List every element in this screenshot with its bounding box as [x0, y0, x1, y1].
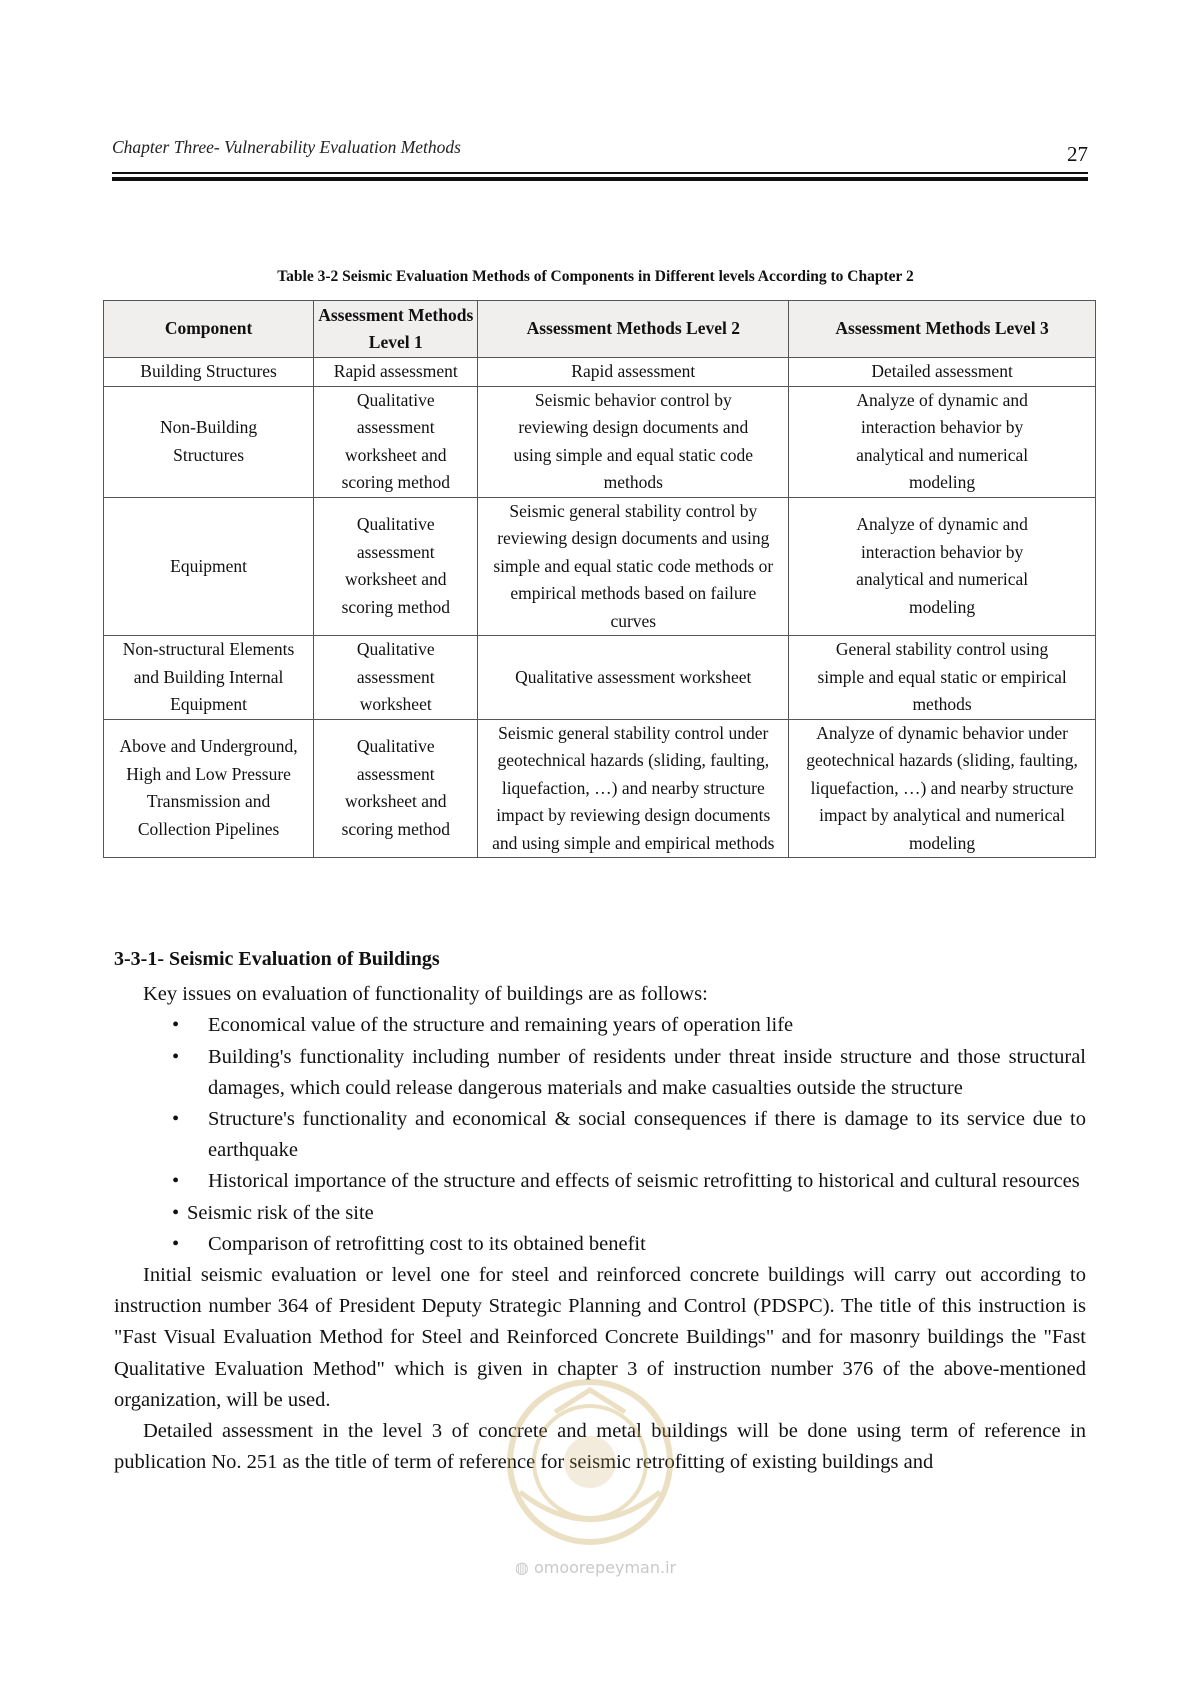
- table-cell: Seismic general stability control by reviewing design documents and using simple and equal static code methods or empirical methods based on failure curves: [478, 497, 789, 636]
- header-rule-thick: [112, 177, 1088, 181]
- header-level-3: Assessment Methods Level 3: [789, 301, 1096, 358]
- watermark-site: [0, 1558, 1191, 1577]
- table-row: [104, 719, 1096, 858]
- bullet-icon: •: [172, 1014, 180, 1037]
- bullet-icon: •: [172, 1232, 180, 1255]
- header-component: Component: [104, 301, 314, 358]
- table-cell: Rapid assessment: [314, 358, 478, 387]
- table-cell: Analyze of dynamic behavior under geotechnical hazards (sliding, faulting, liquefaction, …) and nearby structure impact by analytical and numerical modeling: [789, 719, 1096, 858]
- list-item-text: Historical importance of the structure and effects of seismic retrofitting to historical and cultural resources: [208, 1170, 1080, 1193]
- bullet-icon: •: [172, 1201, 180, 1224]
- table-cell: Non-structural Elements and Building Internal Equipment: [104, 636, 314, 720]
- table-cell: Building Structures: [104, 358, 314, 387]
- list-item: [114, 1198, 1086, 1229]
- list-item-text: Seismic risk of the site: [187, 1201, 374, 1224]
- bullet-icon: •: [172, 1170, 180, 1193]
- list-item: [114, 1229, 1086, 1260]
- evaluation-methods-table: [103, 300, 1096, 858]
- list-item-text: Economical value of the structure and remaining years of operation life: [208, 1014, 794, 1037]
- page-number: 27: [1067, 142, 1088, 166]
- table-header-row: [104, 301, 1096, 358]
- list-item: [114, 1104, 1086, 1166]
- list-item-text: Comparison of retrofitting cost to its obtained benefit: [208, 1232, 646, 1255]
- bullet-list: [114, 1010, 1086, 1260]
- table-cell: Analyze of dynamic and interaction behavior by analytical and numerical modeling: [789, 386, 1096, 497]
- list-item: [114, 1042, 1086, 1104]
- table-cell: Equipment: [104, 497, 314, 636]
- table-cell: Qualitative assessment worksheet: [478, 636, 789, 720]
- table-row: [104, 358, 1096, 387]
- table-cell: Qualitative assessment worksheet and scoring method: [314, 497, 478, 636]
- table-cell: Above and Underground, High and Low Pressure Transmission and Collection Pipelines: [104, 719, 314, 858]
- table-cell: Qualitative assessment worksheet: [314, 636, 478, 720]
- bullet-icon: •: [172, 1045, 180, 1068]
- table-cell: Qualitative assessment worksheet and scoring method: [314, 719, 478, 858]
- header-rule-thin: [112, 172, 1088, 174]
- list-item-text: Structure's functionality and economical & social consequences if there is damage to its service due to earthquake: [208, 1108, 1086, 1162]
- table-cell: Qualitative assessment worksheet and scoring method: [314, 386, 478, 497]
- chapter-title: Chapter Three- Vulnerability Evaluation Methods: [112, 137, 461, 157]
- section-intro: Key issues on evaluation of functionality of buildings are as follows:: [143, 983, 708, 1006]
- header-level-2: Assessment Methods Level 2: [478, 301, 789, 358]
- table-caption: Table 3-2 Seismic Evaluation Methods of Components in Different levels According to Chapter 2: [277, 268, 914, 285]
- table-cell: Non-Building Structures: [104, 386, 314, 497]
- table-cell: Detailed assessment: [789, 358, 1096, 387]
- paragraph-initial-evaluation: Initial seismic evaluation or level one for steel and reinforced concrete buildings will carry out according to instruction number 364 of President Deputy Strategic Planning and Control (PDSPC). The title of this instruction is "Fast Visual Evaluation Method for Steel and Reinforced Concrete Buildings" and for masonry buildings the "Fast Qualitative Evaluation Method" which is given in chapter 3 of instruction number 376 of the above-mentioned organization, will be used.: [114, 1264, 1086, 1411]
- table-cell: Seismic behavior control by reviewing design documents and using simple and equal static code methods: [478, 386, 789, 497]
- header-level-1: Assessment Methods Level 1: [314, 301, 478, 358]
- table-row: [104, 386, 1096, 497]
- list-item: [114, 1010, 1086, 1041]
- globe-icon: ◍: [514, 1558, 529, 1577]
- list-item: [114, 1166, 1086, 1197]
- watermark-site-text: omoorepeyman.ir: [533, 1558, 677, 1577]
- watermark-seal-icon: [500, 1372, 680, 1552]
- bullet-icon: •: [172, 1108, 180, 1131]
- list-item-text: Building's functionality including number of residents under threat inside structure and those structural damages, which could release dangerous materials and make casualties outside the structure: [208, 1045, 1086, 1099]
- table-cell: Analyze of dynamic and interaction behavior by analytical and numerical modeling: [789, 497, 1096, 636]
- section-heading: 3-3-1- Seismic Evaluation of Buildings: [114, 948, 440, 970]
- table-cell: General stability control using simple and equal static or empirical methods: [789, 636, 1096, 720]
- table-row: [104, 636, 1096, 720]
- paragraph-detailed-assessment: Detailed assessment in the level 3 of concrete and metal buildings will be done using term of reference in publication No. 251 as the title of term of reference for seismic retrofitting of existing buildings and: [114, 1420, 1086, 1474]
- table-row: [104, 497, 1096, 636]
- table-cell: Rapid assessment: [478, 358, 789, 387]
- table-cell: Seismic general stability control under geotechnical hazards (sliding, faulting, liquefaction, …) and nearby structure impact by reviewing design documents and using simple and empirical methods: [478, 719, 789, 858]
